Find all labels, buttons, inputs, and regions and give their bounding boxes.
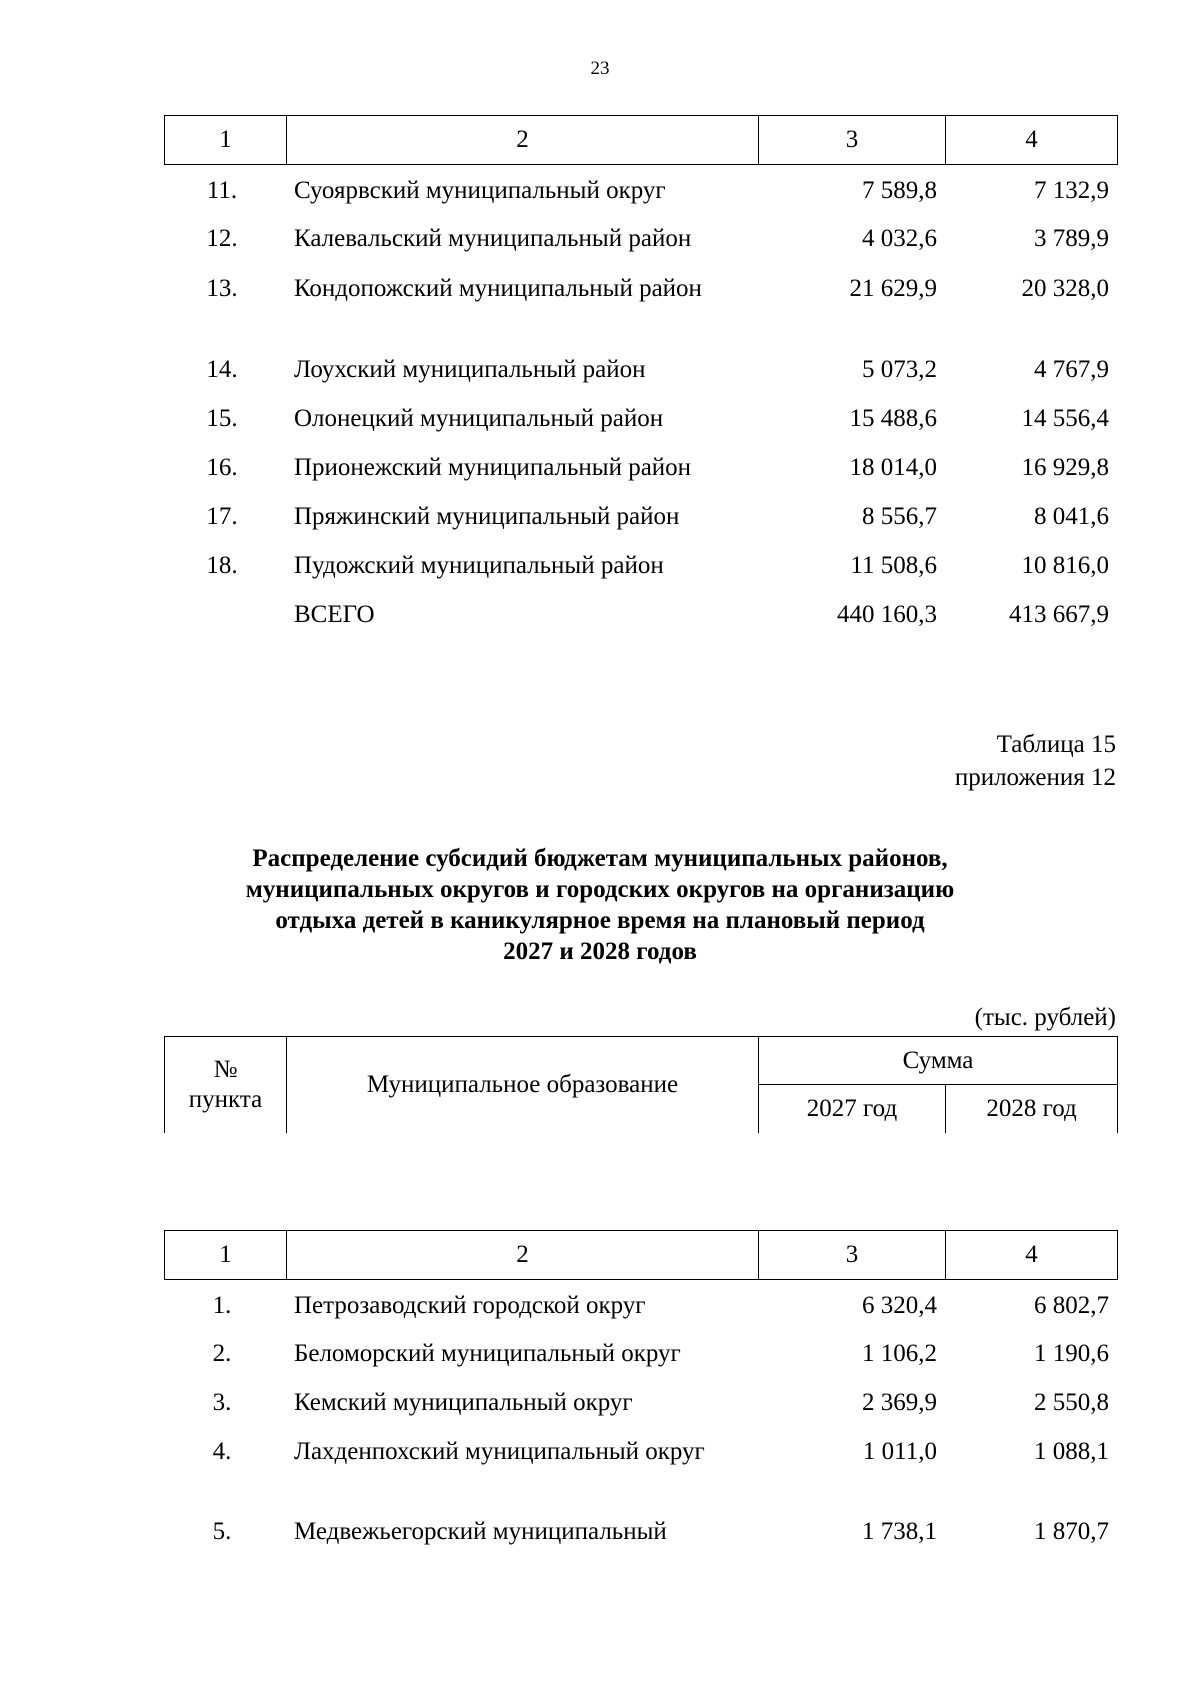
table-row — [164, 175, 1117, 223]
value-2028: 4 767,9 — [1034, 356, 1109, 383]
value-2028: 14 556,4 — [1021, 405, 1109, 432]
row-number: 11. — [206, 177, 238, 204]
col-number-2: 2 — [287, 116, 759, 165]
value-2027: 4 032,6 — [862, 225, 937, 252]
table-row — [164, 1290, 1117, 1338]
bottom-table-column-numbers — [164, 1230, 1118, 1280]
bottom-table-body — [164, 1290, 1117, 1556]
table-row — [164, 1338, 1117, 1387]
municipality-name: Лоухский муниципальный район — [294, 356, 646, 383]
row-number: 14. — [206, 356, 238, 383]
municipality-name: Беломорский муниципальный округ — [294, 1340, 681, 1367]
page-number: 23 — [590, 58, 610, 79]
municipality-name: Пудожский муниципальный район — [294, 552, 664, 579]
col-number-3: 3 — [759, 116, 946, 165]
value-2028: 1 190,6 — [1034, 1340, 1109, 1367]
value-2027: 1 106,2 — [862, 1340, 937, 1367]
municipality-name: Петрозаводский городской округ — [294, 1292, 646, 1319]
row-number: 2. — [212, 1340, 232, 1367]
header-year-2027: 2027 год — [759, 1085, 946, 1133]
value-2027: 21 629,9 — [849, 275, 937, 302]
col-number-2: 2 — [287, 1231, 759, 1280]
value-2028: 8 041,6 — [1034, 503, 1109, 530]
top-table-column-numbers — [164, 115, 1118, 165]
value-2028: 20 328,0 — [1021, 275, 1109, 302]
header-no-sign: № — [213, 1055, 238, 1083]
row-number: 4. — [212, 1438, 232, 1465]
table-row — [164, 273, 1117, 354]
header-item-number — [165, 1037, 287, 1133]
table-row — [164, 354, 1117, 403]
title-line: 2027 и 2028 годов — [503, 938, 697, 965]
row-number: 15. — [206, 405, 238, 432]
header-year-2028: 2028 год — [946, 1085, 1118, 1133]
value-2028: 3 789,9 — [1034, 225, 1109, 252]
row-number: 16. — [206, 454, 238, 481]
value-2027: 6 320,4 — [862, 1292, 937, 1319]
municipality-name: Медвежьегорский муниципальный — [294, 1518, 667, 1545]
col-number-3: 3 — [759, 1231, 946, 1280]
total-label: ВСЕГО — [294, 601, 375, 628]
value-2028: 1 088,1 — [1034, 1438, 1109, 1465]
units-label: (тыс. рублей) — [974, 1004, 1116, 1031]
row-number: 17. — [206, 503, 238, 530]
municipality-name: Кондопожский муниципальный район — [294, 275, 702, 302]
top-table-body — [164, 175, 1117, 639]
table-title — [0, 843, 1200, 967]
municipality-name: Суоярвский муниципальный округ — [294, 177, 666, 204]
total-2027: 440 160,3 — [837, 601, 937, 628]
col-number-1: 1 — [165, 1231, 287, 1280]
total-2028: 413 667,9 — [1009, 601, 1109, 628]
municipality-name: Калевальский муниципальный район — [294, 225, 692, 252]
municipality-name: Прионежский муниципальный район — [294, 454, 692, 481]
row-number — [164, 599, 286, 639]
title-line: муниципальных округов и городских округов на организацию — [245, 876, 955, 903]
municipality-name: Олонецкий муниципальный район — [294, 405, 664, 432]
value-2028: 16 929,8 — [1021, 454, 1109, 481]
col-number-4: 4 — [946, 116, 1118, 165]
col-number-1: 1 — [165, 116, 287, 165]
value-2028: 2 550,8 — [1034, 1389, 1109, 1416]
row-number: 12. — [206, 225, 238, 252]
municipality-name: Кемский муниципальный округ — [294, 1389, 633, 1416]
table-row — [164, 501, 1117, 550]
column-header — [164, 1036, 1118, 1133]
row-number: 13. — [206, 275, 238, 302]
municipality-name: Лахденпохский муниципальный округ — [294, 1438, 705, 1465]
table-number-label: Таблица 15 — [996, 731, 1116, 758]
value-2027: 1 738,1 — [862, 1518, 937, 1545]
value-2027: 8 556,7 — [862, 503, 937, 530]
header-municipality: Муниципальное образование — [287, 1037, 759, 1133]
table-row — [164, 223, 1117, 273]
header-no-label: пункта — [188, 1085, 263, 1113]
col-number-4: 4 — [946, 1231, 1118, 1280]
table-row — [164, 1516, 1117, 1556]
row-number: 18. — [206, 552, 238, 579]
value-2027: 11 508,6 — [850, 552, 937, 579]
value-2027: 5 073,2 — [862, 356, 937, 383]
row-number: 5. — [212, 1518, 232, 1545]
row-number: 3. — [212, 1389, 232, 1416]
table-row — [164, 1387, 1117, 1436]
value-2028: 6 802,7 — [1034, 1292, 1109, 1319]
title-line: отдыха детей в каникулярное время на плановый период — [275, 907, 925, 934]
value-2027: 2 369,9 — [862, 1389, 937, 1416]
value-2028: 7 132,9 — [1034, 177, 1109, 204]
row-number: 1. — [212, 1292, 232, 1319]
title-line: Распределение субсидий бюджетам муниципальных районов, — [252, 845, 948, 872]
value-2027: 15 488,6 — [849, 405, 937, 432]
table-row — [164, 452, 1117, 501]
appendix-label: приложения 12 — [954, 764, 1116, 791]
value-2027: 18 014,0 — [849, 454, 937, 481]
municipality-name: Пряжинский муниципальный район — [294, 503, 680, 530]
table-row — [164, 550, 1117, 599]
table-row — [164, 1436, 1117, 1516]
value-2028: 1 870,7 — [1034, 1518, 1109, 1545]
value-2027: 1 011,0 — [862, 1438, 937, 1465]
header-sum: Сумма — [759, 1037, 1118, 1085]
table-row-total — [164, 599, 1117, 639]
value-2027: 7 589,8 — [862, 177, 937, 204]
table-row — [164, 403, 1117, 452]
value-2028: 10 816,0 — [1021, 552, 1109, 579]
